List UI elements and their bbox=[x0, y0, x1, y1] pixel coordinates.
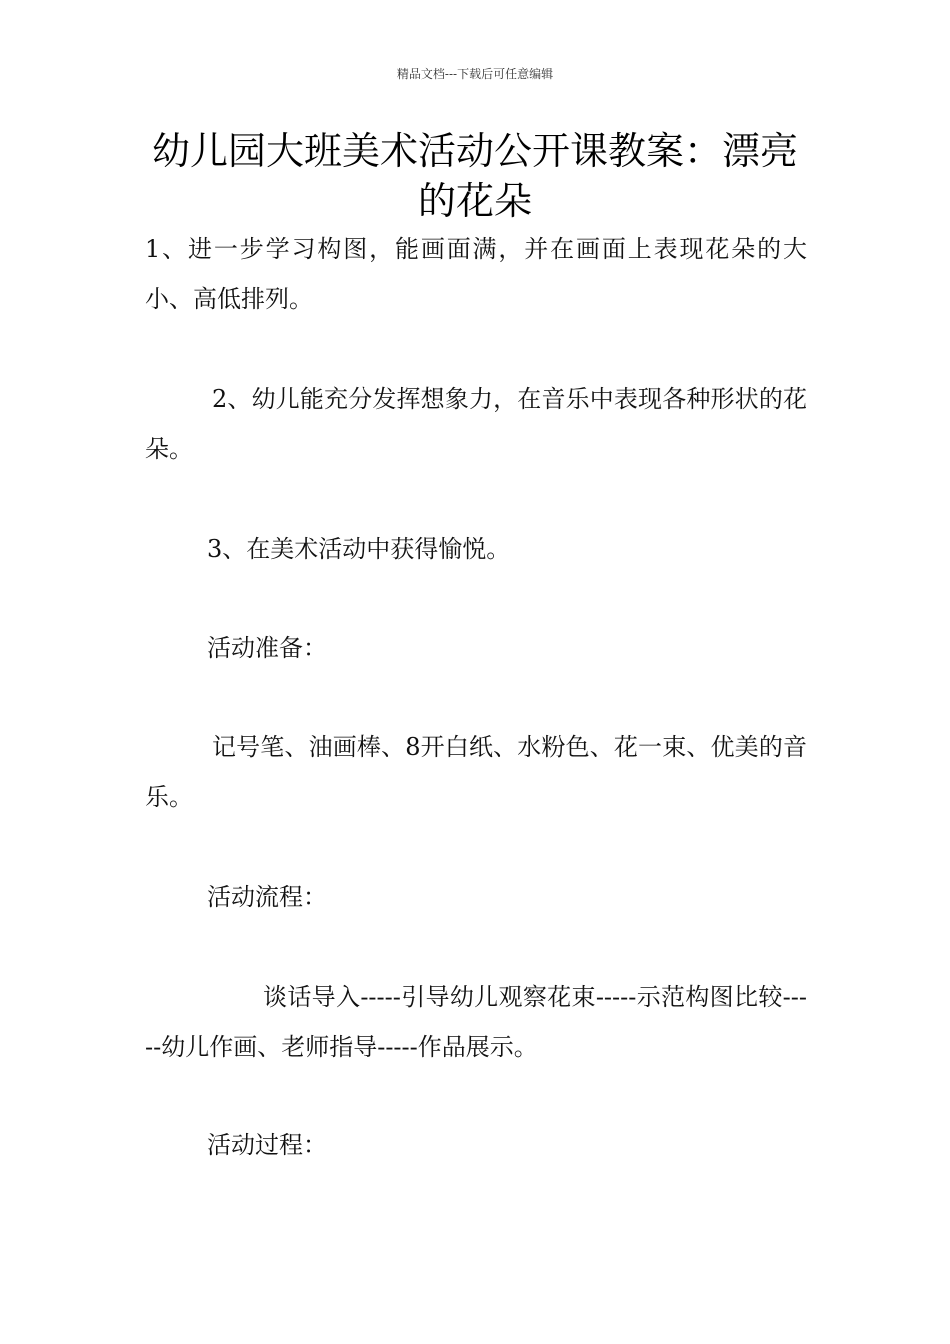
section-heading-process: 活动过程： bbox=[207, 1131, 327, 1159]
page-header: 精品文档---下载后可任意编辑 bbox=[396, 67, 554, 81]
section-heading-flow: 活动流程： bbox=[207, 883, 327, 911]
document-title: 幼儿园大班美术活动公开课教案：漂亮的花朵 bbox=[151, 129, 798, 223]
paragraph-objective-3: 3、在美术活动中获得愉悦。 bbox=[207, 535, 511, 563]
paragraph-objective-1: 1、进一步学习构图，能画面满，并在画面上表现花朵的大小、高低排列。 bbox=[145, 235, 807, 313]
paragraph-flow: 谈话导入-----引导幼儿观察花束-----示范构图比较-----幼儿作画、老师指导-----作品展示。 bbox=[145, 983, 807, 1061]
paragraph-objective-2: 2、幼儿能充分发挥想象力，在音乐中表现各种形状的花朵。 bbox=[145, 385, 807, 463]
paragraph-materials: 记号笔、油画棒、8开白纸、水粉色、花一束、优美的音乐。 bbox=[145, 733, 807, 811]
section-heading-preparation: 活动准备： bbox=[207, 634, 327, 662]
